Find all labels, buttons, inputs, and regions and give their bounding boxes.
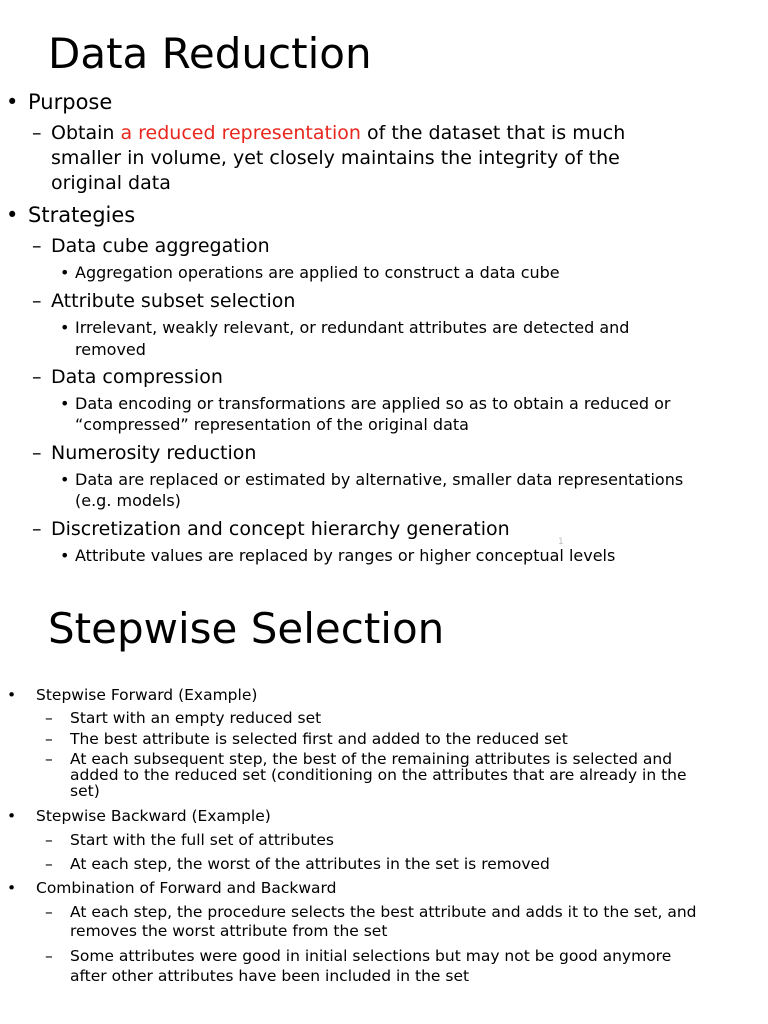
dash-marker: – — [45, 730, 53, 748]
strategy-detail: Irrelevant, weakly relevant, or redundant attributes are detected and — [75, 318, 630, 337]
strategy-detail: “compressed” representation of the original data — [75, 415, 469, 434]
purpose-item-line2: smaller in volume, yet closely maintains the integrity of the — [51, 147, 620, 169]
dash-marker: – — [45, 903, 53, 921]
dash-marker: – — [45, 709, 53, 727]
dash-marker: – — [45, 831, 53, 849]
section-heading: Combination of Forward and Backward — [36, 879, 337, 897]
section-item: At each step, the worst of the attributes in the set is removed — [70, 855, 550, 873]
strategy-detail: Data encoding or transformations are applied so as to obtain a reduced or — [75, 394, 671, 413]
section-item: after other attributes have been included in the set — [70, 967, 470, 985]
dash-marker: – — [45, 750, 53, 768]
section-item: At each subsequent step, the best of the remaining attributes is selected and — [70, 750, 673, 768]
bullet-dot: • — [7, 807, 17, 825]
purpose-item-line3: original data — [51, 172, 171, 194]
section-item: The best attribute is selected first and added to the reduced set — [70, 730, 568, 748]
section-item: At each step, the procedure selects the best attribute and adds it to the set, and — [70, 903, 697, 921]
sub-bullet-dot: • — [60, 394, 70, 413]
dash-marker: – — [32, 518, 42, 540]
dash-marker: – — [32, 122, 42, 144]
purpose-item-pre: Obtain — [51, 122, 121, 144]
dash-marker: – — [32, 442, 42, 464]
strategy-detail: Data are replaced or estimated by alternative, smaller data representations — [75, 470, 684, 489]
dash-marker: – — [32, 290, 42, 312]
strategy-label: Data cube aggregation — [51, 235, 270, 257]
strategy-detail: Aggregation operations are applied to construct a data cube — [75, 263, 560, 282]
dash-marker: – — [32, 366, 42, 388]
section-item: Some attributes were good in initial selections but may not be good anymore — [70, 947, 672, 965]
section-heading: Stepwise Backward (Example) — [36, 807, 271, 825]
bullet-dot: • — [6, 203, 19, 227]
strategy-label: Attribute subset selection — [51, 290, 296, 312]
section-item: removes the worst attribute from the set — [70, 922, 388, 940]
strategy-label: Data compression — [51, 366, 223, 388]
purpose-item-highlight: a reduced representation — [120, 122, 361, 144]
section-item: Start with the full set of attributes — [70, 831, 334, 849]
bullet-dot: • — [6, 90, 19, 114]
slide2-title: Stepwise Selection — [48, 604, 445, 653]
strategy-label: Numerosity reduction — [51, 442, 257, 464]
sub-bullet-dot: • — [60, 546, 70, 565]
section-heading: Stepwise Forward (Example) — [36, 686, 258, 704]
sub-bullet-dot: • — [60, 318, 70, 337]
dash-marker: – — [45, 855, 53, 873]
page-number: 1 — [558, 537, 564, 547]
strategies-heading: Strategies — [28, 203, 136, 227]
strategy-detail: (e.g. models) — [75, 491, 181, 510]
bullet-dot: • — [7, 686, 17, 704]
strategy-label: Discretization and concept hierarchy generation — [51, 518, 510, 540]
dash-marker: – — [45, 947, 53, 965]
strategy-detail: Attribute values are replaced by ranges or higher conceptual levels — [75, 546, 616, 565]
slide1-title: Data Reduction — [48, 29, 372, 78]
section-item: added to the reduced set (conditioning on the attributes that are already in the — [70, 766, 687, 784]
section-item: set) — [70, 782, 100, 800]
purpose-item-line1 — [51, 121, 625, 146]
sub-bullet-dot: • — [60, 470, 70, 489]
bullet-dot: • — [7, 879, 17, 897]
purpose-item-post: of the dataset that is much — [360, 122, 626, 144]
section-item: Start with an empty reduced set — [70, 709, 322, 727]
purpose-heading: Purpose — [28, 90, 113, 114]
dash-marker: – — [32, 235, 42, 257]
strategy-detail: removed — [75, 340, 146, 359]
sub-bullet-dot: • — [60, 263, 70, 282]
